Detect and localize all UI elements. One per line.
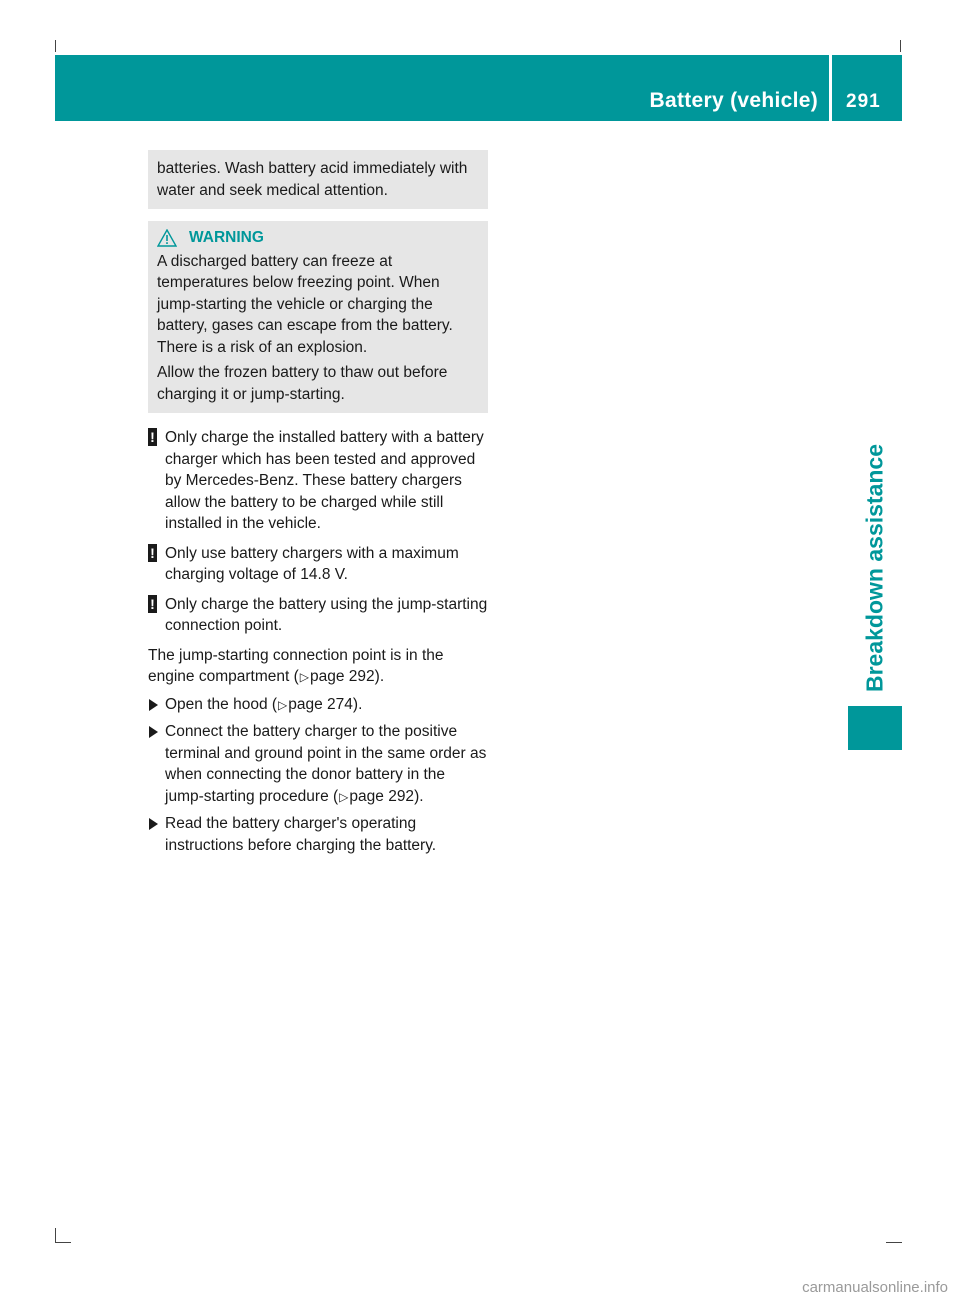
arrow-right-icon [149, 699, 158, 711]
page-reference[interactable]: page 292 [310, 668, 375, 685]
caution-text: Only charge the installed battery with a battery charger which has been tested and approved by Mercedes-Benz. These battery chargers allow the battery to be charged while still installed in the vehicle. [165, 429, 484, 532]
continued-line: water and seek medical attention. [157, 181, 388, 199]
arrow-right-icon [149, 818, 158, 830]
page-reference[interactable]: page 274 [288, 695, 353, 713]
page-ref-arrow-icon: ▷ [278, 697, 288, 712]
intro-text: ). [374, 668, 385, 685]
intro-text: The jump-starting connection point is in the engine compartment ( [148, 646, 444, 685]
crop-mark [886, 1242, 902, 1243]
step-text: Read the battery charger's operating instructions before charging the battery. [165, 815, 437, 854]
exclamation-icon: ! [148, 428, 157, 446]
continued-line: batteries. Wash battery acid immediately with [157, 160, 468, 177]
page-number: 291 [846, 91, 881, 112]
arrow-right-icon [149, 726, 158, 738]
warning-label: WARNING [189, 229, 264, 246]
crop-mark [55, 40, 56, 52]
page-ref-arrow-icon: ▷ [339, 789, 349, 804]
instruction-step [148, 694, 488, 717]
exclamation-icon: ! [148, 544, 157, 562]
caution-note [148, 594, 488, 637]
header-divider [829, 55, 832, 121]
intro-paragraph [148, 645, 488, 689]
step-text: Open the hood ( [165, 695, 278, 713]
content-column [148, 150, 488, 856]
watermark[interactable]: carmanualsonline.info [802, 1279, 948, 1296]
warning-text: A discharged battery can freeze at temperatures below freezing point. When jump-starting the vehicle or charging the battery, gases can escape from the battery. There is a risk of an explosion. [157, 252, 453, 356]
caution-note [148, 427, 488, 535]
crop-mark [900, 40, 901, 52]
side-tab [845, 438, 905, 698]
step-text: Connect the battery charger to the positive terminal and ground point in the same order as when connecting the donor battery in the jump-starting procedure ( [165, 723, 487, 805]
step-text: ). [414, 787, 424, 805]
warning-triangle-icon [157, 229, 177, 247]
warning-box [148, 221, 488, 413]
side-tab-marker [848, 706, 902, 750]
crop-mark [55, 1242, 71, 1243]
caution-text: Only charge the battery using the jump-starting connection point. [165, 595, 488, 634]
continued-safety-note [148, 150, 488, 209]
page-ref-arrow-icon: ▷ [299, 670, 310, 684]
exclamation-icon: ! [148, 595, 157, 613]
instruction-step [148, 813, 488, 856]
side-tab-label: Breakdown assistance [861, 443, 888, 693]
crop-mark [55, 1228, 56, 1242]
caution-note [148, 543, 488, 586]
page-reference[interactable]: page 292 [349, 787, 415, 805]
warning-heading [157, 227, 479, 249]
instruction-step [148, 721, 488, 808]
warning-text: Allow the frozen battery to thaw out before charging it or jump-starting. [157, 364, 448, 403]
section-title: Battery (vehicle) [649, 89, 818, 112]
step-text: ). [352, 695, 363, 713]
caution-text: Only use battery chargers with a maximum charging voltage of 14.8 V. [165, 544, 459, 583]
